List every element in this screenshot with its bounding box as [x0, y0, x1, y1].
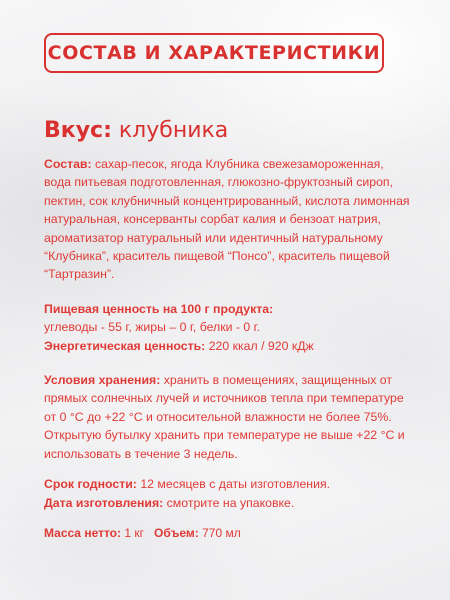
- section-header: [44, 33, 384, 73]
- volume-label: Объем:: [154, 525, 199, 540]
- production-date-value: смотрите на упаковке.: [166, 495, 295, 510]
- composition-label: Состав:: [44, 157, 92, 171]
- volume-value: 770 мл: [202, 525, 241, 540]
- shelf-life-value: 12 месяцев с даты изготовления.: [140, 477, 331, 492]
- flavor-label: Вкус:: [44, 118, 112, 143]
- production-date-label: Дата изготовления:: [44, 495, 164, 510]
- composition-text: сахар-песок, ягода Клубника свежезамороженная, вода питьевая подготовленная, глюкозно-фруктозный сироп, пектин, сок клубничный концентрированный, кислота лимонная натуральная, консерванты сорбат калия и бензоат натрия, ароматизатор натуральный или идентичный натуральному “Клубника”, краситель пищевой “Понсо”, краситель пищевой “Тартразин”.: [44, 157, 410, 282]
- storage-text: хранить в помещениях, защищенных от прямых солнечных лучей и источников тепла при температуре от 0 °С до +22 °С и относительной влажности не более 75%. Открытую бутылку хранить при температуре не выше +22 °С и использовать в течение 3 недель.: [44, 373, 405, 461]
- energy-value: 220 ккал / 920 кДж: [208, 338, 314, 353]
- net-line: [44, 524, 414, 542]
- flavor-line: [44, 118, 414, 143]
- shelf-life-label: Срок годности:: [44, 477, 137, 492]
- mass-label: Масса нетто:: [44, 525, 122, 540]
- flavor-value: клубника: [118, 118, 229, 143]
- shelf-life-line: [44, 475, 414, 493]
- mass-value: 1 кг: [124, 525, 144, 540]
- nutrition-label: Пищевая ценность на 100 г продукта:: [44, 301, 274, 316]
- nutrition-paragraph: [44, 300, 414, 355]
- composition-paragraph: [44, 155, 414, 284]
- energy-label: Энергетическая ценность:: [44, 338, 206, 353]
- product-info: [44, 118, 414, 542]
- nutrition-values: углеводы - 55 г, жиры – 0 г, белки - 0 г.: [44, 320, 261, 335]
- production-date-line: [44, 494, 414, 512]
- storage-label: Условия хранения:: [44, 373, 161, 388]
- storage-paragraph: [44, 371, 414, 463]
- page-title: СОСТАВ И ХАРАКТЕРИСТИКИ: [47, 42, 381, 64]
